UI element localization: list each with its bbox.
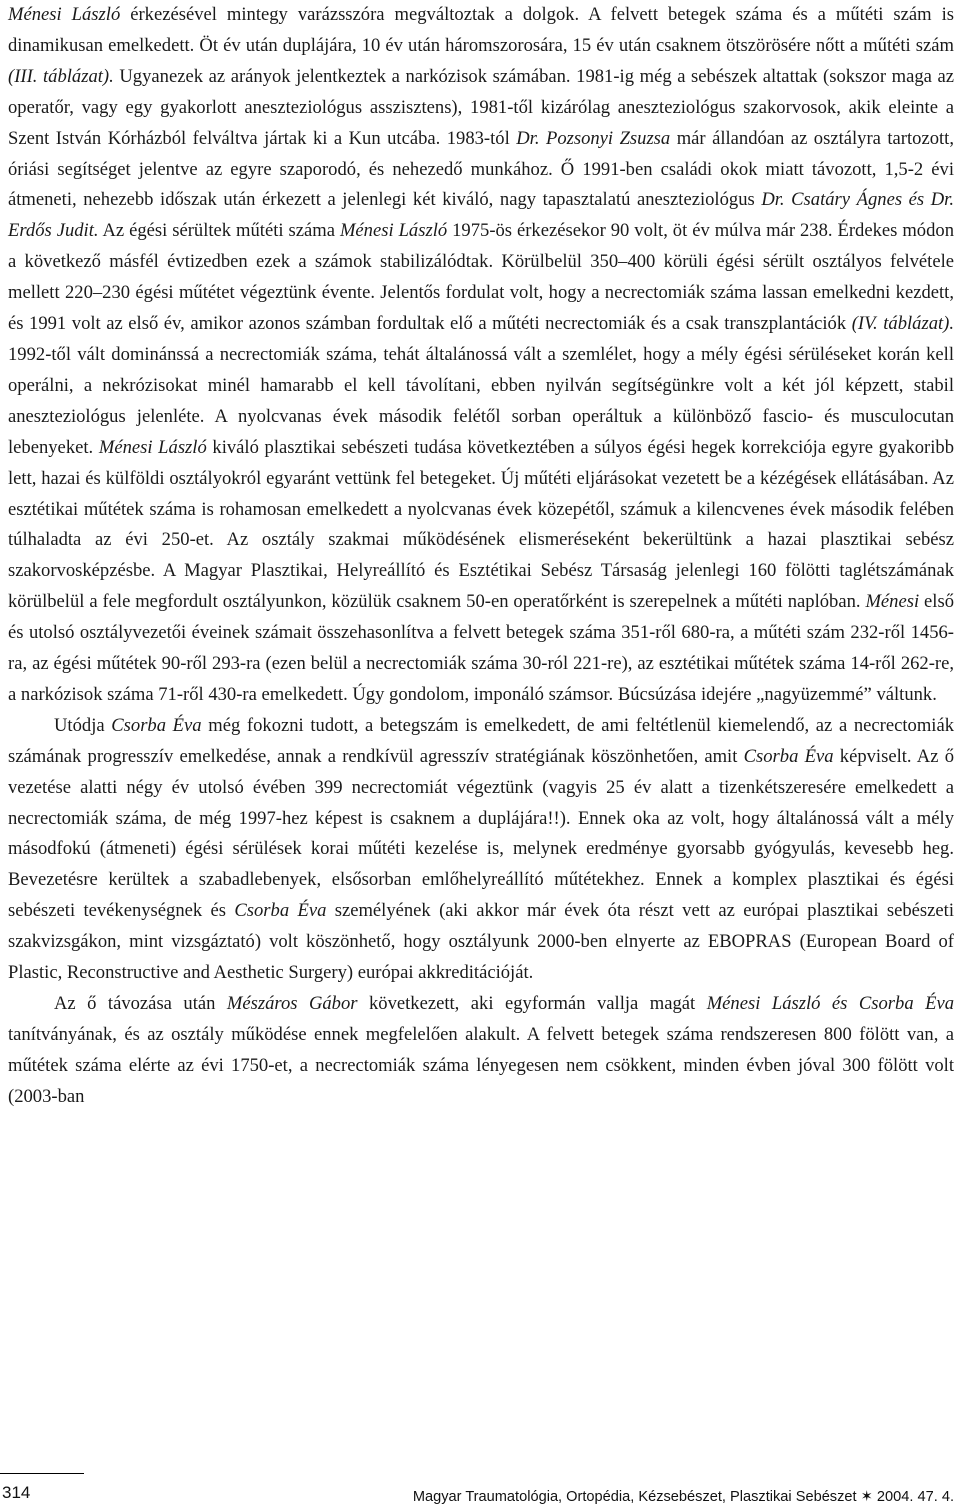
text: már állandóan az osztályra tartozott, óriási segítséget jelentve az egyre szaporodó, és nehezedő munkához. Ő 1991-ben családi okok miatt távozott, 1,5-2 évi átmeneti, nehezebb időszak után érkezett a jelenlegi két kiváló, nagy tapasztalatú aneszteziológus	[8, 127, 954, 211]
paragraph	[8, 989, 954, 1113]
italic-text: (IV. táblázat).	[851, 313, 955, 335]
text: képviselt. Az ő vezetése alatti négy év utolsó évében 399 necrectomiát végeztünk (vagyis 25 év alatt a tizenkétszeresére emelkedett a necrectomiák száma, de még 1997-hez képest is csaknem a duplájára!!). Ennek oka az volt, hogy általánossá vált a mély másodfokú (átmeneti) égési sérülések korai műtéti kezelése is, melynek eredménye gyorsabb gyógyulás, kevesebb heg. Bevezetésre kerültek a szabadlebenyek, elsősorban emlőhelyreállító műtétekhez. Ennek a komplex plasztikai és égési sebészeti tevékenységnek és	[8, 745, 954, 922]
italic-text: Mészáros Gábor	[226, 993, 358, 1014]
italic-text: Ménesi	[865, 591, 920, 613]
italic-text: Ménesi László és Csorba Éva	[706, 993, 954, 1014]
page-number: 314	[2, 1483, 31, 1502]
italic-text: Dr. Csatáry Ágnes és Dr. Erdős Judit.	[8, 189, 954, 242]
journal-citation: Magyar Traumatológia, Ortopédia, Kézsebészet, Plasztikai Sebészet ✶ 2004. 47. 4.	[412, 1489, 954, 1505]
text: személyének (aki akkor már évek óta részt vett az európai plasztikai sebészeti szakvizsgákon, mint vizsgáztató) volt köszönhető, hogy osztályunk 2000-ben elnyerte az EBOPRAS (European Board of Plastic, Reconstructive and Aesthetic Surgery) európai akkreditációját.	[8, 900, 954, 984]
text: 1992-től vált dominánssá a necrectomiák száma, tehát általánossá vált a szemlélet, hogy a mély égési sérüléseket korán kell operálni, a nekrózisokat minél hamarabb el kell távolítani, ebben nyilván segítségünkre volt a két jól képzett, stabil aneszteziológus jelenléte. A nyolcvanas évek második felétől sorban operáltuk a különböző fascio- és musculocutan lebenyeket.	[8, 343, 954, 458]
italic-text: Csorba Éva	[111, 714, 202, 736]
text: érkezésével mintegy varázsszóra megváltoztak a dolgok. A felvett betegek száma és a műtéti szám is dinamikusan emelkedett. Öt év után duplájára, 10 év után háromszorosára, 15 év után csaknem ötszörösére nőtt a műtéti szám	[8, 4, 954, 56]
text: tanítványának, és az osztály működése ennek megfelelően alakult. A felvett betegek száma rendszeresen 800 fölött van, a műtétek száma elérte az évi 1750-et, a necrectomiák száma lényegesen nem csökkent, minden évben jóval 300 fölött volt (2003-ban	[8, 1023, 954, 1107]
footer-rule	[0, 1473, 84, 1474]
text: kiváló plasztikai sebészeti tudása következtében a súlyos égési hegek korrekciója egyre gyakoribb lett, hazai és külföldi osztályokról egyaránt vettünk fel betegeket. Új műtéti eljárásokat vezetett be a kézégések ellátásában. Az esztétikai műtétek száma is rohamosan emelkedett a nyolcvanas évek közepétől, számuk a kilencvenes évek második felében túlhaladta az évi 250-et. Az osztály szakmai működésének elismeréseként bekerültünk a hazai plasztikai sebész szakorvosképzésbe. A Magyar Plasztikai, Helyreállító és Esztétikai Sebész Társaság jelenlegi 160 fölötti taglétszámának körülbelül a fele megfordult osztályunkon, közülük csaknem 50-en operatőrként is szerepelnek a műtéti naplóban.	[8, 436, 955, 613]
text: első és utolsó osztályvezetői éveinek számait összehasonlítva a felvett betegek száma 351-ről 680-ra, a műtéti szám 232-ről 1456-ra, az égési műtétek 90-ről 293-ra (ezen belül a necrectomiák száma 30-ról 221-re), az esztétikai műtétek száma 14-ről 262-re, a narkózisok száma 71-ről 430-ra emelkedett. Úgy gondolom, imponáló számsor. Búcsúzása idejére „nagyüzemmé” váltunk.	[8, 591, 954, 705]
italic-text: Ménesi László	[8, 4, 121, 25]
article-body	[8, 0, 954, 1113]
text: Utódja	[54, 714, 112, 736]
italic-text: Csorba Éva	[234, 900, 327, 922]
italic-text: Dr. Pozsonyi Zsuzsa	[516, 127, 671, 149]
text: Az ő távozása után	[54, 993, 227, 1014]
text: következett, aki egyformán vallja magát	[357, 993, 707, 1014]
text: Ugyanezek az arányok jelentkeztek a narkózisok számában. 1981-ig még a sebészek altattak (sokszor maga az operatőr, vagy egy gyakorlott aneszteziológus asszisztens), 1981-től kizárólag aneszteziológus szakorvosok, akik eleinte a Szent István Kórházból felváltva jártak ki a Kun utcába. 1983-tól	[8, 65, 954, 149]
paragraph	[8, 0, 954, 711]
text: még fokozni tudott, a betegszám is emelkedett, de ami feltétlenül kiemelendő, az a necrectomiák számának progresszív emelkedése, annak a rendkívül agresszív stratégiának köszönhetően, amit	[8, 714, 954, 767]
italic-text: (III. táblázat).	[8, 65, 114, 87]
italic-text: Csorba Éva	[743, 745, 834, 767]
italic-text: Ménesi László	[339, 220, 448, 242]
text: Az égési sérültek műtéti száma	[98, 220, 340, 242]
italic-text: Ménesi László	[98, 436, 207, 458]
text: 1975-ös érkezésekor 90 volt, öt év múlva már 238. Érdekes módon a következő másfél évtizedben ezek a számok stabilizálódtak. Körülbelül 350–400 körüli égési sérült osztályos felvétele mellett 220–230 égési műtétet végeztünk évente. Jelentős fordulat volt, hogy a necrectomiák száma lassan emelkedni kezdett, és 1991 volt az első év, amikor azonos számban fordultak elő a műtéti necrectomiák és a csak transzplantációk	[8, 220, 954, 335]
paragraph	[8, 711, 954, 989]
